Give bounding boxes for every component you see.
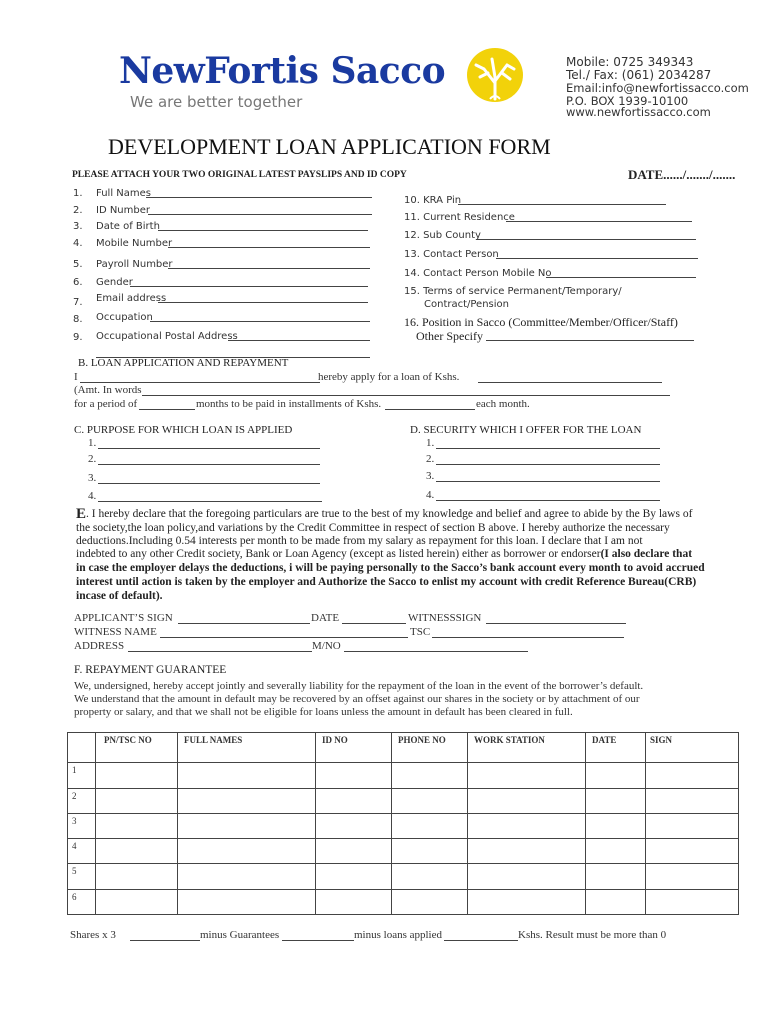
address-field[interactable] — [128, 651, 312, 652]
minus-loans-label: minus loans applied — [354, 929, 442, 941]
purpose-item-num: 1. — [88, 437, 97, 449]
each-month-label: each month. — [476, 398, 530, 410]
guarantees-field[interactable] — [282, 940, 354, 941]
table-row — [68, 864, 739, 889]
field-num: 6. — [73, 277, 83, 288]
payroll-number-label: Payroll Number — [96, 259, 173, 270]
field-num: 5. — [73, 259, 83, 270]
row-number: 5 — [68, 864, 96, 889]
field-num: 9. — [73, 332, 83, 343]
witness-sign-label: WITNESSSIGN — [408, 612, 482, 624]
section-e-letter: E — [76, 506, 87, 522]
tsc-field[interactable] — [432, 637, 624, 638]
declaration-line: deductions.Including 0.54 interests per month to be made from my salary as repayment for this loan. I declare that I am not — [76, 535, 643, 547]
table-header-cell: FULL NAMES — [178, 733, 316, 763]
field-num: 4. — [73, 238, 83, 249]
declaration-line: the society,the loan policy,and variations by the Credit Committee in respect of section B above. I hereby authorize the necessary — [76, 522, 670, 534]
row-number: 3 — [68, 813, 96, 838]
purpose-item-num: 2. — [88, 453, 97, 465]
table-cell[interactable] — [178, 864, 316, 889]
table-header-row — [68, 733, 739, 763]
table-cell[interactable] — [586, 839, 646, 864]
payroll-number-field[interactable] — [168, 268, 370, 269]
security-item-field[interactable] — [436, 481, 660, 482]
table-cell[interactable] — [646, 864, 739, 889]
table-cell[interactable] — [468, 813, 586, 838]
email-address-label: Email address — [96, 293, 167, 304]
date-label: DATE — [311, 612, 340, 624]
table-cell[interactable] — [586, 788, 646, 813]
installments-label: months to be paid in installments of Kshs. — [196, 398, 382, 410]
table-header-cell: WORK STATION — [468, 733, 586, 763]
row-number: 6 — [68, 889, 96, 914]
security-item-num: 2. — [426, 453, 435, 465]
id-number-label: ID Number — [96, 205, 150, 216]
table-cell[interactable] — [316, 839, 392, 864]
table-cell[interactable] — [392, 864, 468, 889]
security-item-num: 1. — [426, 437, 435, 449]
applicant-name-field[interactable] — [80, 382, 320, 383]
table-cell[interactable] — [316, 788, 392, 813]
purpose-item-field[interactable] — [98, 448, 320, 449]
field-num: 3. — [73, 221, 83, 232]
current-residence-label: 11. Current Residence — [404, 212, 515, 223]
declaration-line: . I hereby declare that the foregoing particulars are true to the best of my knowledge and belief and agree to abide by the By laws of — [86, 508, 693, 520]
contact-tel-fax: Tel./ Fax: (061) 2034287 — [566, 68, 712, 82]
row-number: 1 — [68, 763, 96, 788]
table-header-cell: DATE — [586, 733, 646, 763]
row-number: 2 — [68, 788, 96, 813]
field-num: 8. — [73, 314, 83, 325]
section-d-heading: D. SECURITY WHICH I OFFER FOR THE LOAN — [410, 424, 642, 436]
installment-amount-field[interactable] — [385, 409, 475, 410]
table-cell[interactable] — [646, 889, 739, 914]
table-cell[interactable] — [468, 839, 586, 864]
minus-guarantees-label: minus Guarantees — [200, 929, 280, 941]
table-cell[interactable] — [392, 839, 468, 864]
amount-in-words-field[interactable] — [142, 395, 670, 396]
table-cell[interactable] — [646, 763, 739, 788]
table-cell[interactable] — [96, 813, 178, 838]
table-cell[interactable] — [96, 889, 178, 914]
declaration-line — [76, 548, 692, 560]
attach-note: PLEASE ATTACH YOUR TWO ORIGINAL LATEST PAYSLIPS AND ID COPY — [72, 170, 407, 180]
occupational-postal-address-label: Occupational Postal Address — [96, 331, 238, 342]
contact-person-label: 13. Contact Person — [404, 249, 499, 260]
loans-applied-field[interactable] — [444, 940, 518, 941]
section-c-heading: C. PURPOSE FOR WHICH LOAN IS APPLIED — [74, 424, 293, 436]
table-cell[interactable] — [392, 788, 468, 813]
other-specify-field[interactable] — [486, 340, 694, 341]
contact-person-mobile-field[interactable] — [546, 277, 696, 278]
table-cell[interactable] — [586, 889, 646, 914]
table-row — [68, 788, 739, 813]
id-number-field[interactable] — [148, 214, 372, 215]
form-title: DEVELOPMENT LOAN APPLICATION FORM — [108, 134, 551, 159]
table-cell[interactable] — [316, 864, 392, 889]
sacco-logo-text: NewFortis Sacco — [119, 50, 446, 92]
contact-person-mobile-label: 14. Contact Person Mobile No — [404, 268, 552, 279]
table-cell[interactable] — [392, 813, 468, 838]
table-cell[interactable] — [178, 788, 316, 813]
amount-in-words-label: (Amt. In words — [74, 384, 142, 396]
other-specify-label: Other Specify — [416, 329, 483, 343]
guarantors-table — [67, 732, 739, 915]
table-cell[interactable] — [392, 763, 468, 788]
security-item-num: 3. — [426, 470, 435, 482]
loan-period-label: for a period of — [74, 398, 138, 410]
full-names-label: Full Names — [96, 188, 151, 199]
guarantee-text: We, undersigned, hereby accept jointly and severally liability for the repayment of the loan in the event of the borrower’s default. — [74, 680, 644, 692]
position-in-sacco-label: 16. Position in Sacco (Committee/Member/Officer/Staff) — [404, 315, 678, 329]
tsc-label: TSC — [410, 626, 431, 638]
table-row — [68, 813, 739, 838]
declaration-line-bold: in case the employer delays the deductions, i will be paying personally to the Sacco’s bank account every month to avoid accrued — [76, 562, 705, 574]
purpose-item-field[interactable] — [98, 464, 320, 465]
table-cell[interactable] — [178, 889, 316, 914]
contact-email: Email:info@newfortissacco.com — [566, 81, 749, 95]
security-item-field[interactable] — [436, 500, 660, 501]
security-item-field[interactable] — [436, 448, 660, 449]
table-cell[interactable] — [586, 763, 646, 788]
loan-period-field[interactable] — [139, 409, 195, 410]
field-num: 7. — [73, 297, 83, 308]
contact-po-box: P.O. BOX 1939-10100 — [566, 94, 689, 108]
form-date: DATE....../......./....... — [628, 167, 736, 182]
address-label: ADDRESS — [74, 640, 125, 652]
contact-website: www.newfortissacco.com — [566, 105, 711, 119]
table-cell[interactable] — [316, 763, 392, 788]
witness-name-field[interactable] — [160, 637, 408, 638]
sub-county-label: 12. Sub County — [404, 230, 481, 241]
guarantee-text: property or salary, and that we shall not be eligible for loans unless the amount in default has been cleared in full. — [74, 706, 573, 718]
declaration-line-bold: interest until action is taken by the employer and Authorize the Sacco to enlist my account with credit Reference Bureau(CRB) — [76, 576, 697, 588]
purpose-item-field[interactable] — [98, 501, 322, 502]
table-header-cell: PHONE NO — [392, 733, 468, 763]
declaration-line-normal: indebted to any other Credit society, Bank or Loan Agency (except as listed herein) either as borrower or endorser — [76, 548, 601, 560]
table-header-cell: PN/TSC NO — [96, 733, 178, 763]
security-item-field[interactable] — [436, 464, 660, 465]
tree-logo-icon — [462, 47, 524, 105]
loan-amount-label: hereby apply for a loan of Kshs. — [318, 371, 460, 383]
purpose-item-num: 3. — [88, 472, 97, 484]
loan-applicant-prefix: I — [74, 371, 78, 383]
table-row — [68, 839, 739, 864]
guarantee-text: We understand that the amount in default may be recovered by an offset against our shares in the society or by attachment of our — [74, 693, 640, 705]
contact-mobile: Mobile: 0725 349343 — [566, 55, 694, 69]
gender-label: Gender — [96, 277, 133, 288]
contact-person-field[interactable] — [496, 258, 698, 259]
kra-pin-label: 10. KRA Pin — [404, 195, 462, 206]
purpose-item-field[interactable] — [98, 483, 320, 484]
occupation-field[interactable] — [150, 321, 370, 322]
occupation-label: Occupation — [96, 312, 153, 323]
table-cell[interactable] — [586, 864, 646, 889]
section-f-heading: F. REPAYMENT GUARANTEE — [74, 664, 227, 676]
occupational-postal-address-field[interactable] — [228, 340, 370, 341]
table-cell[interactable] — [96, 839, 178, 864]
mno-field[interactable] — [344, 651, 528, 652]
mobile-number-label: Mobile Number — [96, 238, 173, 249]
table-cell[interactable] — [586, 813, 646, 838]
table-cell[interactable] — [178, 763, 316, 788]
date-of-birth-field[interactable] — [158, 230, 368, 231]
sacco-tagline: We are better together — [130, 93, 303, 111]
table-cell[interactable] — [96, 864, 178, 889]
loan-amount-field[interactable] — [478, 382, 662, 383]
applicant-date-field[interactable] — [342, 623, 406, 624]
table-cell[interactable] — [468, 788, 586, 813]
witness-sign-field[interactable] — [486, 623, 626, 624]
purpose-item-num: 4. — [88, 490, 97, 502]
terms-of-service-label-cont: Contract/Pension — [424, 299, 509, 310]
table-cell[interactable] — [178, 813, 316, 838]
gender-field[interactable] — [130, 286, 368, 287]
field-num: 2. — [73, 205, 83, 216]
table-header-cell — [68, 733, 96, 763]
table-cell[interactable] — [96, 763, 178, 788]
shares-field[interactable] — [130, 940, 200, 941]
field-num: 1. — [73, 188, 83, 199]
table-header-cell: SIGN — [646, 733, 739, 763]
table-cell[interactable] — [468, 864, 586, 889]
table-cell[interactable] — [178, 839, 316, 864]
applicant-sign-label: APPLICANT’S SIGN — [74, 612, 173, 624]
section-b-heading: B. LOAN APPLICATION AND REPAYMENT — [78, 357, 289, 369]
table-header-cell: ID NO — [316, 733, 392, 763]
table-row — [68, 889, 739, 914]
date-of-birth-label: Date of Birth — [96, 221, 160, 232]
email-address-field[interactable] — [158, 302, 368, 303]
shares-label: Shares x 3 — [70, 929, 116, 941]
kra-pin-field[interactable] — [458, 204, 666, 205]
sub-county-field[interactable] — [476, 239, 696, 240]
table-row — [68, 763, 739, 788]
table-cell[interactable] — [468, 763, 586, 788]
table-cell[interactable] — [646, 788, 739, 813]
security-item-num: 4. — [426, 489, 435, 501]
terms-of-service-label: 15. Terms of service Permanent/Temporary/ — [404, 286, 622, 297]
declaration-line-bold: (I also declare that — [600, 548, 693, 560]
witness-name-label: WITNESS NAME — [74, 626, 157, 638]
declaration-line-bold: incase of default). — [76, 590, 163, 602]
table-cell[interactable] — [646, 813, 739, 838]
full-names-field[interactable] — [146, 197, 372, 198]
table-cell[interactable] — [316, 889, 392, 914]
result-label: Kshs. Result must be more than 0 — [518, 929, 667, 941]
current-residence-field[interactable] — [506, 221, 692, 222]
applicant-sign-field[interactable] — [178, 623, 310, 624]
table-cell[interactable] — [468, 889, 586, 914]
table-cell[interactable] — [392, 889, 468, 914]
table-cell[interactable] — [316, 813, 392, 838]
table-cell[interactable] — [96, 788, 178, 813]
mno-label: M/NO — [312, 640, 341, 652]
table-cell[interactable] — [646, 839, 739, 864]
row-number: 4 — [68, 839, 96, 864]
mobile-number-field[interactable] — [168, 247, 370, 248]
